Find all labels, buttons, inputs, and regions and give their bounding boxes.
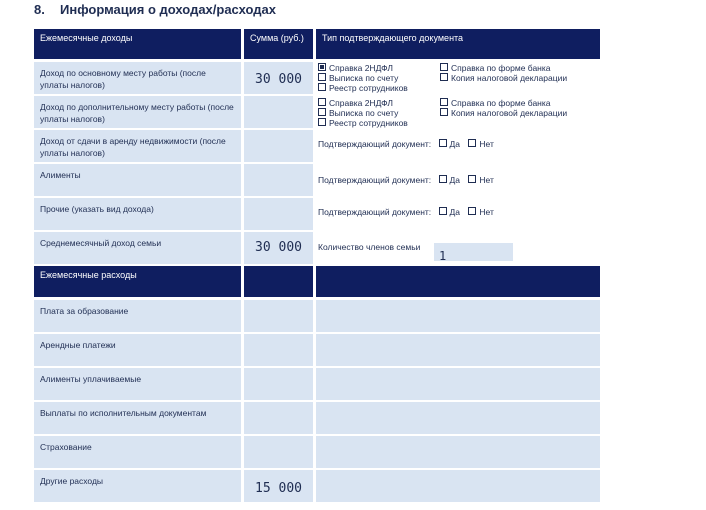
expense-doc-insurance[interactable]	[316, 436, 600, 468]
expense-label-alimony: Алименты уплачиваемые	[34, 368, 241, 400]
checkbox-icon[interactable]	[439, 175, 447, 183]
confirm-no-label: Нет	[479, 175, 494, 185]
income-label-family-average: Среднемесячный доход семьи	[34, 232, 241, 264]
income-amount-alimony[interactable]	[244, 164, 313, 196]
doc1-tax-decl-option[interactable]	[440, 73, 567, 83]
confirm-no-label: Нет	[479, 139, 494, 149]
expense-amount-rent[interactable]	[244, 334, 313, 366]
expenses-header-amount	[244, 266, 313, 297]
confirm-no-label: Нет	[479, 207, 494, 217]
family-members-label: Количество членов семьи	[318, 242, 421, 252]
checkbox-icon[interactable]	[318, 118, 326, 126]
checkbox-icon[interactable]	[318, 108, 326, 116]
doc1-bank-form-label: Справка по форме банка	[451, 63, 551, 73]
checkbox-icon[interactable]	[318, 98, 326, 106]
doc2-statement-option[interactable]	[318, 108, 398, 118]
checkbox-icon[interactable]	[468, 207, 476, 215]
doc1-register-option[interactable]	[318, 83, 408, 93]
confirm-yes-label: Да	[449, 139, 461, 149]
income-label-main-job: Доход по основному месту работы (после уплаты налогов)	[34, 62, 241, 94]
expense-doc-education[interactable]	[316, 300, 600, 332]
checkbox-icon[interactable]	[468, 175, 476, 183]
income-label-other: Прочие (указать вид дохода)	[34, 198, 241, 230]
section-number: 8.	[34, 2, 45, 17]
doc1-register-label: Реестр сотрудников	[329, 83, 408, 93]
checkbox-icon[interactable]	[318, 83, 326, 91]
income-header-doc-type: Тип подтверждающего документа	[316, 29, 600, 59]
expense-label-education: Плата за образование	[34, 300, 241, 332]
confirm-doc-alimony	[318, 175, 494, 185]
checkbox-icon[interactable]	[440, 108, 448, 116]
confirm-doc-label: Подтверждающий документ:	[318, 207, 432, 217]
checkbox-icon[interactable]	[318, 63, 326, 71]
income-amount-family-average-value: 30 000	[255, 240, 302, 255]
expense-label-enforcement: Выплаты по исполнительным документам	[34, 402, 241, 434]
expense-amount-alimony[interactable]	[244, 368, 313, 400]
income-header-amount: Сумма (руб.)	[244, 29, 313, 59]
doc2-tax-decl-label: Копия налоговой декларации	[451, 108, 568, 118]
expenses-header-doc	[316, 266, 600, 297]
confirm-yes-label: Да	[449, 207, 461, 217]
income-label-alimony: Алименты	[34, 164, 241, 196]
expense-doc-other[interactable]	[316, 470, 600, 502]
doc2-bank-form-label: Справка по форме банка	[451, 98, 551, 108]
checkbox-icon[interactable]	[439, 207, 447, 215]
expense-doc-alimony[interactable]	[316, 368, 600, 400]
expense-doc-enforcement[interactable]	[316, 402, 600, 434]
confirm-doc-label: Подтверждающий документ:	[318, 175, 432, 185]
doc2-tax-decl-option[interactable]	[440, 108, 567, 118]
confirm-doc-other	[318, 207, 494, 217]
doc2-register-label: Реестр сотрудников	[329, 118, 408, 128]
expense-amount-education[interactable]	[244, 300, 313, 332]
doc2-statement-label: Выписка по счету	[329, 108, 399, 118]
doc2-ndfl-option[interactable]	[318, 98, 393, 108]
expense-amount-enforcement[interactable]	[244, 402, 313, 434]
checkbox-icon[interactable]	[440, 98, 448, 106]
confirm-yes-label: Да	[449, 175, 461, 185]
checkbox-icon[interactable]	[439, 139, 447, 147]
expense-amount-other-value: 15 000	[255, 481, 302, 496]
doc1-ndfl-option[interactable]	[318, 63, 393, 73]
income-header-category: Ежемесячные доходы	[34, 29, 241, 59]
income-label-extra-job: Доход по дополнительному месту работы (после уплаты налогов)	[34, 96, 241, 128]
expense-label-other: Другие расходы	[34, 470, 241, 502]
income-amount-main-job-value: 30 000	[255, 72, 302, 87]
doc1-bank-form-option[interactable]	[440, 63, 551, 73]
doc2-ndfl-label: Справка 2НДФЛ	[329, 98, 393, 108]
expense-amount-insurance[interactable]	[244, 436, 313, 468]
expense-amount-other[interactable]	[244, 470, 313, 502]
doc1-statement-option[interactable]	[318, 73, 398, 83]
expenses-header-category: Ежемесячные расходы	[34, 266, 241, 297]
checkbox-icon[interactable]	[468, 139, 476, 147]
income-amount-family-average[interactable]	[244, 232, 313, 264]
income-amount-rent[interactable]	[244, 130, 313, 162]
expense-label-insurance: Страхование	[34, 436, 241, 468]
income-amount-other[interactable]	[244, 198, 313, 230]
section-title: Информация о доходах/расходах	[60, 2, 277, 17]
checkbox-icon[interactable]	[440, 63, 448, 71]
income-label-rent: Доход от сдачи в аренду недвижимости (после уплаты налогов)	[34, 130, 241, 162]
doc1-statement-label: Выписка по счету	[329, 73, 399, 83]
doc2-bank-form-option[interactable]	[440, 98, 551, 108]
doc1-tax-decl-label: Копия налоговой декларации	[451, 73, 568, 83]
confirm-doc-rent	[318, 139, 494, 149]
expense-doc-rent[interactable]	[316, 334, 600, 366]
doc1-ndfl-label: Справка 2НДФЛ	[329, 63, 393, 73]
family-members-value: 1	[439, 249, 447, 263]
checkbox-icon[interactable]	[318, 73, 326, 81]
income-amount-extra-job[interactable]	[244, 96, 313, 128]
doc2-register-option[interactable]	[318, 118, 408, 128]
income-amount-main-job[interactable]	[244, 62, 313, 94]
checkbox-icon[interactable]	[440, 73, 448, 81]
confirm-doc-label: Подтверждающий документ:	[318, 139, 432, 149]
expense-label-rent: Арендные платежи	[34, 334, 241, 366]
